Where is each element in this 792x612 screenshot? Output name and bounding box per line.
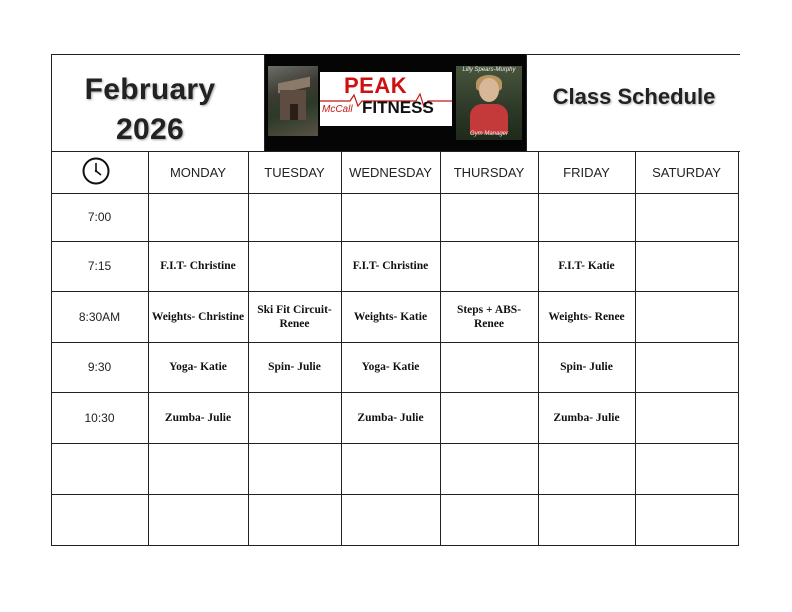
class-cell-friday: Weights- Renee bbox=[548, 310, 625, 323]
year-label: 2026 bbox=[116, 113, 184, 146]
day-header-monday: MONDAY bbox=[169, 164, 227, 180]
header-separator-line bbox=[264, 54, 265, 151]
clock-icon bbox=[82, 157, 110, 185]
class-cell-tuesday bbox=[248, 443, 341, 494]
header-separator-line bbox=[526, 54, 527, 151]
class-cell-saturday bbox=[635, 392, 738, 443]
class-cell-tuesday: Spin- Julie bbox=[268, 361, 321, 373]
class-cell-friday bbox=[538, 193, 635, 241]
class-cell-friday bbox=[538, 443, 635, 494]
class-cell-saturday bbox=[635, 193, 738, 241]
manager-role-caption: Gym Manager bbox=[469, 131, 508, 137]
class-cell-wednesday: F.I.T- Christine bbox=[352, 260, 429, 272]
class-cell-wednesday bbox=[341, 443, 440, 494]
class-cell-monday bbox=[148, 443, 248, 494]
logo-fitness-text: FITNESS bbox=[362, 98, 434, 117]
time-slot: 7:00 bbox=[87, 210, 112, 224]
time-slot bbox=[51, 494, 148, 545]
class-cell-saturday bbox=[635, 291, 738, 342]
class-cell-thursday bbox=[440, 241, 538, 291]
day-header-saturday: SATURDAY bbox=[652, 164, 721, 180]
building-photo bbox=[268, 66, 318, 136]
day-header-tuesday: TUESDAY bbox=[264, 164, 325, 180]
class-cell-wednesday: Yoga- Katie bbox=[361, 361, 420, 373]
manager-photo bbox=[456, 66, 522, 140]
class-cell-monday bbox=[148, 494, 248, 545]
class-cell-monday: Weights- Christine bbox=[151, 310, 245, 323]
class-cell-wednesday: Zumba- Julie bbox=[357, 411, 424, 424]
class-cell-saturday bbox=[635, 342, 738, 392]
day-header-thursday: THURSDAY bbox=[453, 164, 525, 180]
class-cell-saturday bbox=[635, 443, 738, 494]
class-cell-friday: Zumba- Julie bbox=[553, 411, 620, 424]
month-label: February bbox=[84, 73, 216, 106]
class-cell-friday: F.I.T- Katie bbox=[558, 260, 615, 272]
day-header-wednesday: WEDNESDAY bbox=[349, 164, 432, 180]
class-cell-thursday bbox=[440, 443, 538, 494]
page-title: Class Schedule bbox=[552, 84, 716, 109]
class-cell-thursday bbox=[440, 392, 538, 443]
time-slot bbox=[51, 443, 148, 494]
class-cell-saturday bbox=[635, 241, 738, 291]
class-cell-friday bbox=[538, 494, 635, 545]
class-cell-wednesday bbox=[341, 193, 440, 241]
frame-right-line bbox=[738, 151, 739, 545]
gym-logo-banner bbox=[264, 54, 526, 151]
class-cell-wednesday: Weights- Katie bbox=[353, 310, 428, 323]
class-cell-tuesday bbox=[248, 392, 341, 443]
time-slot: 8:30AM bbox=[78, 309, 121, 324]
time-slot: 9:30 bbox=[87, 360, 112, 374]
logo-mccall-text: McCall bbox=[322, 104, 353, 115]
class-cell-monday: Yoga- Katie bbox=[169, 361, 227, 373]
day-header-friday: FRIDAY bbox=[563, 164, 610, 180]
class-cell-tuesday bbox=[248, 241, 341, 291]
class-cell-thursday bbox=[440, 342, 538, 392]
class-cell-monday: F.I.T- Christine bbox=[160, 260, 236, 272]
class-cell-thursday bbox=[440, 494, 538, 545]
class-cell-wednesday bbox=[341, 494, 440, 545]
class-cell-tuesday bbox=[248, 494, 341, 545]
month-year-title bbox=[52, 70, 248, 150]
class-cell-monday bbox=[148, 193, 248, 241]
time-slot: 7:15 bbox=[87, 259, 112, 273]
logo-peak-text: PEAK bbox=[344, 73, 408, 98]
time-slot: 10:30 bbox=[84, 410, 115, 425]
class-cell-thursday: Steps + ABS- Renee bbox=[456, 303, 522, 330]
grid-row-line bbox=[51, 545, 739, 546]
peak-fitness-logo bbox=[320, 72, 452, 126]
manager-name-caption: Lilly Spears-Murphy bbox=[462, 67, 516, 73]
class-cell-thursday bbox=[440, 193, 538, 241]
class-cell-monday: Zumba- Julie bbox=[164, 411, 232, 424]
class-cell-saturday bbox=[635, 494, 738, 545]
class-cell-tuesday: Ski Fit Circuit- Renee bbox=[257, 303, 332, 330]
class-cell-tuesday bbox=[248, 193, 341, 241]
class-cell-friday: Spin- Julie bbox=[560, 361, 613, 373]
